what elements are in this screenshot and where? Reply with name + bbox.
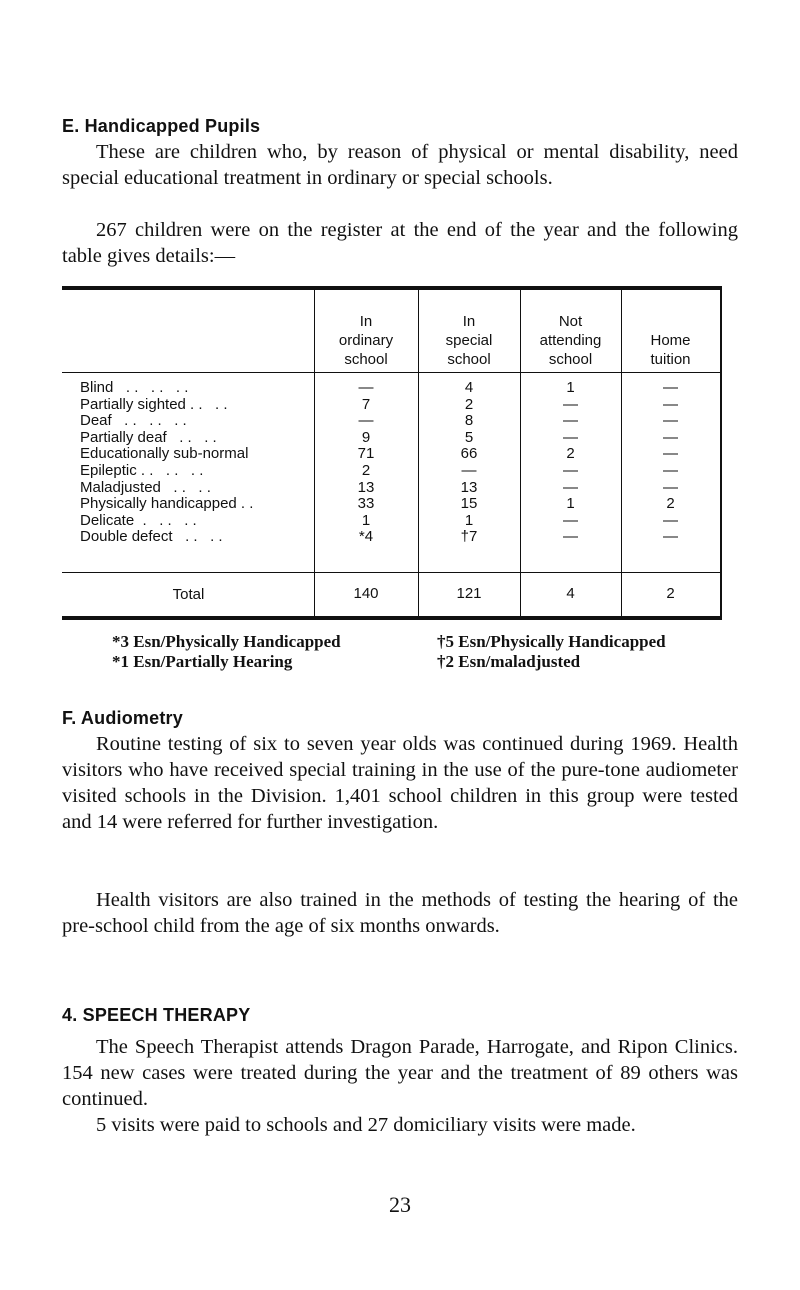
table-cell-not-attending: — — [563, 511, 578, 529]
table-cell-home: — — [663, 478, 678, 496]
table-cell-special: 13 — [460, 478, 478, 496]
footnote-left-2: *1 Esn/Partially Hearing — [112, 652, 293, 671]
table-row-label: Educationally sub-normal — [80, 445, 249, 463]
table-total-rule — [62, 572, 720, 573]
page-number: 23 — [389, 1192, 411, 1217]
column-header-special: In special school — [445, 313, 493, 368]
table-cell-special: 66 — [460, 445, 478, 463]
table-cell-special: 8 — [464, 412, 474, 430]
section-e-paragraph-1: These are children who, by reason of physical or mental disability, need special educational treatment in ordinary or special schools. — [62, 141, 738, 189]
table-cell-ordinary: — — [358, 379, 374, 396]
table-cell-not-attending: 2 — [566, 445, 575, 463]
footnote-right-1: †5 Esn/Physically Handicapped — [437, 632, 666, 651]
table-cell-ordinary: 71 — [357, 445, 375, 463]
total-label: Total — [172, 586, 205, 603]
table-cell-not-attending: — — [563, 478, 578, 496]
table-cell-home: 2 — [666, 495, 675, 513]
table-cell-home: — — [663, 412, 678, 430]
table-cell-ordinary: *4 — [358, 528, 374, 546]
section-e-heading: E. Handicapped Pupils — [62, 116, 261, 136]
table-cell-not-attending: — — [563, 395, 578, 413]
table-row-label: Physically handicapped . . — [80, 495, 254, 513]
section-4-paragraph-1: The Speech Therapist attends Dragon Parade, Harrogate, and Ripon Clinics. 154 new cases were treated during the year and the treatment of 89 others was continued. — [62, 1036, 738, 1110]
section-f-heading: F. Audiometry — [62, 708, 183, 728]
table-cell-home: — — [663, 528, 678, 546]
table-row-label: Maladjusted . . . . — [80, 478, 211, 496]
table-cell-home: — — [663, 511, 678, 529]
table-cell-special: — — [461, 462, 477, 479]
table-cell-home: — — [663, 379, 678, 396]
table-cell-home: — — [663, 395, 678, 413]
table-cell-ordinary: 9 — [361, 428, 371, 446]
table-row-label: Epileptic . . . . . . — [80, 462, 204, 479]
section-4-heading: 4. SPEECH THERAPY — [62, 1005, 251, 1025]
table-row-label: Partially deaf . . . . — [80, 428, 217, 446]
table-row-label: Double defect . . . . — [80, 528, 223, 546]
table-cell-ordinary: 1 — [361, 511, 371, 529]
table-cell-home: — — [663, 445, 678, 463]
table-row-label: Delicate . . . . . — [80, 511, 197, 529]
table-cell-special: 1 — [464, 511, 474, 529]
table-cell-ordinary: 13 — [357, 478, 375, 496]
handicapped-pupils-table — [62, 286, 722, 620]
section-f-paragraph-1: Routine testing of six to seven year olds was continued during 1969. Health visitors who have received special training in the use of the pure-tone audiometer visited schools in the Division. 1,401 school children in this group were tested and 14 were referred for further investigation. — [62, 733, 738, 833]
total-not-attending: 4 — [566, 585, 575, 602]
table-cell-home: — — [663, 462, 678, 479]
table-cell-special: †7 — [460, 528, 478, 546]
table-cell-ordinary: — — [358, 412, 374, 430]
table-cell-not-attending: — — [563, 428, 578, 446]
total-ordinary: 140 — [353, 585, 379, 602]
table-cell-ordinary: 33 — [357, 495, 375, 513]
table-header-rule — [62, 372, 720, 373]
total-home-tuition: 2 — [666, 585, 675, 602]
table-cell-home: — — [663, 428, 678, 446]
table-cell-special: 2 — [464, 395, 474, 413]
table-row-label: Partially sighted . . . . — [80, 395, 228, 413]
section-f-paragraph-2: Health visitors are also trained in the methods of testing the hearing of the pre-school child from the age of six months onwards. — [62, 889, 738, 937]
section-e-paragraph-2: 267 children were on the register at the end of the year and the following table gives details:— — [62, 219, 738, 267]
footnote-right-2: †2 Esn/maladjusted — [437, 652, 581, 671]
table-cell-not-attending: 1 — [566, 495, 575, 513]
table-cell-not-attending: — — [563, 412, 578, 430]
table-cell-not-attending: — — [563, 462, 578, 479]
column-header-ordinary: In ordinary school — [338, 313, 394, 368]
table-cell-ordinary: 2 — [361, 462, 371, 479]
footnote-left-1: *3 Esn/Physically Handicapped — [112, 632, 341, 651]
table-cell-ordinary: 7 — [361, 395, 371, 413]
table-row-label: Deaf . . . . . . — [80, 412, 187, 430]
table-cell-special: 15 — [460, 495, 478, 513]
table-cell-special: 4 — [464, 379, 474, 396]
column-header-not-attending: Not attending school — [539, 313, 602, 368]
table-row-label: Blind . . . . . . — [80, 379, 189, 396]
table-cell-not-attending: — — [563, 528, 578, 546]
table-cell-special: 5 — [464, 428, 474, 446]
column-header-home-tuition: Home tuition — [650, 332, 691, 368]
section-4-paragraph-2: 5 visits were paid to schools and 27 domiciliary visits were made. — [96, 1114, 636, 1136]
table-cell-not-attending: 1 — [566, 379, 575, 396]
total-special: 121 — [456, 585, 482, 602]
